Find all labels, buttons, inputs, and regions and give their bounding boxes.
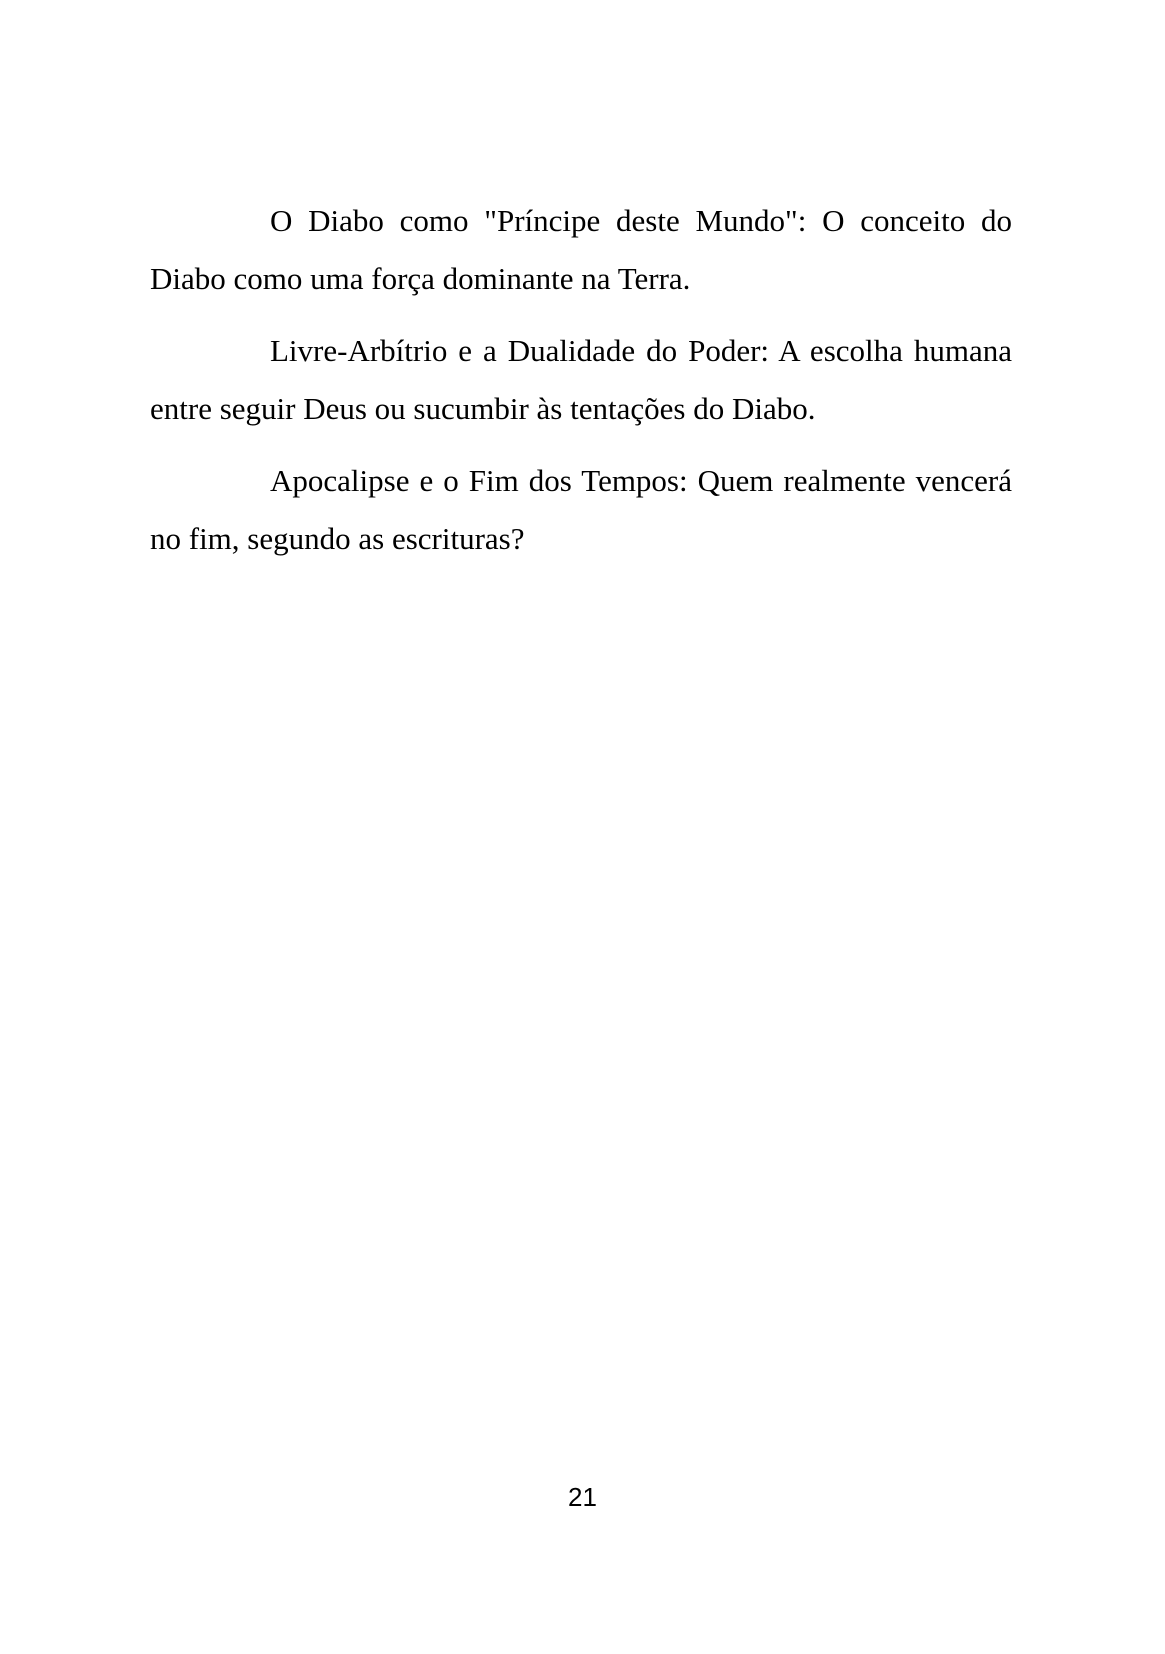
paragraph-prince-of-world: O Diabo como "Príncipe deste Mundo": O conceito do Diabo como uma força dominante na Terra. (150, 203, 1012, 296)
paragraph-free-will: Livre-Arbítrio e a Dualidade do Poder: A escolha humana entre seguir Deus ou sucumbir às tentações do Diabo. (150, 333, 1012, 426)
body-text (150, 192, 1012, 582)
page-number: 21 (568, 1482, 597, 1512)
paragraph-apocalypse: Apocalipse e o Fim dos Tempos: Quem realmente vencerá no fim, segundo as escrituras? (150, 463, 1012, 556)
